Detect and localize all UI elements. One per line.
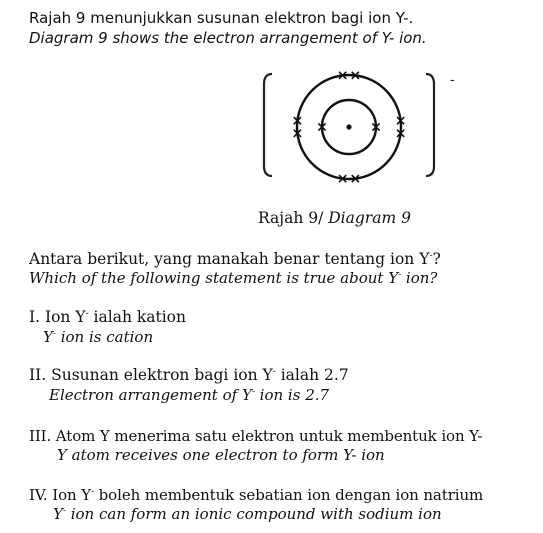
statement-1-en-sup: -	[52, 329, 56, 339]
statement-4-en-sup: -	[62, 506, 66, 516]
statement-2-ms-b: ialah 2.7	[275, 366, 349, 384]
statement-3-en: Y atom receives one electron to form Y- ion	[57, 446, 385, 464]
statement-4-en-a: Y	[53, 505, 63, 523]
question-ms-text: Antara berikut, yang manakah benar tentang ion Y	[29, 250, 430, 268]
statement-1-en-a: Y	[43, 328, 53, 346]
intro-ms: Rajah 9 menunjukkan susunan elektron bagi ion Y-.	[29, 9, 414, 27]
statement-2-ms-a: II. Susunan elektron bagi ion Y	[29, 366, 273, 384]
diagram-caption	[258, 208, 411, 228]
statement-2-ms	[29, 365, 349, 385]
question-ms-end: ?	[432, 250, 441, 268]
statement-2-ms-sup: -	[272, 366, 276, 377]
statement-2-en-b: ion is 2.7	[254, 386, 330, 404]
electron-arrangement-diagram	[258, 66, 468, 191]
question-ms	[29, 249, 441, 269]
statement-3-ms: III. Atom Y menerima satu elektron untuk membentuk ion Y-	[29, 427, 483, 445]
question-ms-sup: -	[429, 250, 433, 261]
statement-2-en	[49, 385, 329, 405]
statement-4-ms	[29, 485, 483, 505]
question-en-text: Which of the following statement is true about Y	[29, 269, 399, 287]
statement-4-en	[53, 504, 442, 524]
statement-1-ms-sup: -	[85, 308, 89, 319]
question-en-end: ion?	[401, 269, 438, 287]
caption-ms: Rajah 9/	[258, 209, 324, 227]
statement-4-ms-a: IV. Ion Y	[29, 486, 92, 504]
right-bracket	[426, 74, 434, 176]
intro-en: Diagram 9 shows the electron arrangement of Y- ion.	[29, 29, 427, 47]
statement-1-en	[43, 327, 153, 347]
statement-2-en-sup: -	[251, 387, 255, 397]
nucleus	[346, 124, 351, 129]
question-en-sup: -	[398, 270, 402, 280]
statement-4-en-b: ion can form an ionic compound with sodium ion	[65, 505, 442, 523]
question-en	[29, 268, 437, 288]
caption-en: Diagram 9	[328, 209, 411, 227]
statement-1-en-b: ion is cation	[55, 328, 154, 346]
statement-4-ms-b: boleh membentuk sebatian ion dengan ion natrium	[94, 486, 484, 504]
statement-4-ms-sup: -	[91, 487, 95, 497]
left-bracket	[264, 74, 272, 176]
statement-1-ms	[29, 307, 186, 327]
ion-charge: -	[450, 73, 455, 88]
statement-1-ms-a: I. Ion Y	[29, 308, 86, 326]
statement-2-en-a: Electron arrangement of Y	[49, 386, 252, 404]
statement-1-ms-b: ialah kation	[88, 308, 186, 326]
